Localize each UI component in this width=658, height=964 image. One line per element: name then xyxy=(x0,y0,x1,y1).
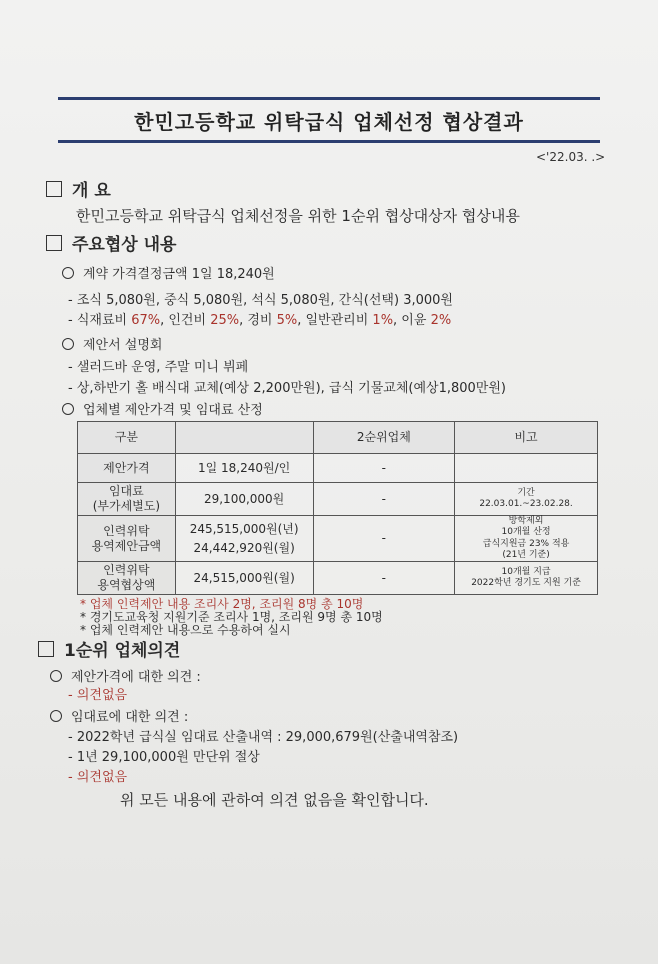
table-row xyxy=(78,483,598,516)
row-value: 1일 18,240원/인 xyxy=(175,454,313,483)
table-header xyxy=(175,422,313,454)
meal-prices: - 조식 5,080원, 중식 5,080원, 석식 5,080원, 간식(선택) 3,000원 xyxy=(68,293,453,308)
price-opinion-question: 제안가격에 대한 의견 : xyxy=(50,666,201,685)
table-row xyxy=(78,562,598,595)
row-value: 245,515,000원(년) 24,442,920원(월) xyxy=(175,516,313,562)
checkbox-square-icon xyxy=(38,641,54,657)
equipment-text: - 상,하반기 홀 배식대 교체(예상 2,200만원), 급식 기물교체(예상1,800만원) xyxy=(68,381,506,396)
salad-bar-text: - 샐러드바 운영, 주말 미니 뷔페 xyxy=(68,360,249,375)
row-value: 24,515,000원(월) xyxy=(175,562,313,595)
row-label: 제안가격 xyxy=(78,454,176,483)
rent-calculation: - 2022학년 급식실 임대료 산출내역 : 29,000,679원(산출내역참조) xyxy=(68,730,459,745)
checkbox-square-icon xyxy=(46,181,62,197)
table-header: 구분 xyxy=(78,422,176,454)
circle-bullet-icon xyxy=(50,710,62,722)
rent-opinion-question: 임대료에 대한 의견 : xyxy=(50,706,188,725)
row-second: - xyxy=(313,562,455,595)
row-label: 인력위탁 용역제안금액 xyxy=(78,516,176,562)
confirmation-statement: 위 모든 내용에 관하여 의견 없음을 확인합니다. xyxy=(120,791,429,809)
row-second: - xyxy=(313,516,455,562)
rent-opinion-answer: - 의견없음 xyxy=(68,770,128,785)
row-label: 인력위탁 용역협상액 xyxy=(78,562,176,595)
row-note: 기간 22.03.01.~23.02.28. xyxy=(455,483,598,516)
circle-bullet-icon xyxy=(50,670,62,682)
row-note xyxy=(455,454,598,483)
row-second: - xyxy=(313,454,455,483)
row-note: 방학제외 10개월 산정 급식지원금 23% 적용 (21년 기준) xyxy=(455,516,598,562)
table-row xyxy=(78,454,598,483)
overview-text: 한민고등학교 위탁급식 업체선정을 위한 1순위 협상대상자 협상내용 xyxy=(76,207,520,225)
section-opinion-heading: 1순위 업체의견 xyxy=(38,636,180,661)
table-header: 비고 xyxy=(455,422,598,454)
title-banner xyxy=(58,97,600,143)
document-date: <'22.03. .> xyxy=(536,150,606,164)
circle-bullet-icon xyxy=(62,403,74,415)
cost-ratios: - 식재료비 67%, 인건비 25%, 경비 5%, 일반관리비 1%, 이윤 2% xyxy=(68,313,452,328)
footnote-office-standard: * 경기도교육청 지원기준 조리사 1명, 조리원 9명 총 10명 xyxy=(80,610,383,624)
row-label: 임대료 (부가세별도) xyxy=(78,483,176,516)
row-note: 10개월 지급 2022학년 경기도 지원 기준 xyxy=(455,562,598,595)
document-title: 한민고등학교 위탁급식 업체선정 협상결과 xyxy=(134,109,524,134)
section-negotiation-heading: 주요협상 내용 xyxy=(46,230,176,255)
proposal-briefing-item: 제안서 설명회 xyxy=(62,334,162,353)
circle-bullet-icon xyxy=(62,338,74,350)
section-overview-heading: 개 요 xyxy=(46,176,111,201)
table-row xyxy=(78,516,598,562)
contract-price-item: 계약 가격결정금액 1일 18,240원 xyxy=(62,263,275,282)
row-value: 29,100,000원 xyxy=(175,483,313,516)
price-rent-item: 업체별 제안가격 및 임대료 산정 xyxy=(62,399,263,418)
rent-rounding: - 1년 29,100,000원 만단위 절상 xyxy=(68,750,260,765)
row-second: - xyxy=(313,483,455,516)
table-header-row xyxy=(78,422,598,454)
price-table xyxy=(77,421,598,595)
footnote-company-staff: * 업체 인력제안 내용 조리사 2명, 조리원 8명 총 10명 xyxy=(80,597,364,611)
price-opinion-answer: - 의견없음 xyxy=(68,688,128,703)
checkbox-square-icon xyxy=(46,235,62,251)
table-header: 2순위업체 xyxy=(313,422,455,454)
circle-bullet-icon xyxy=(62,267,74,279)
footnote-accept: * 업체 인력제안 내용으로 수용하여 실시 xyxy=(80,623,291,637)
